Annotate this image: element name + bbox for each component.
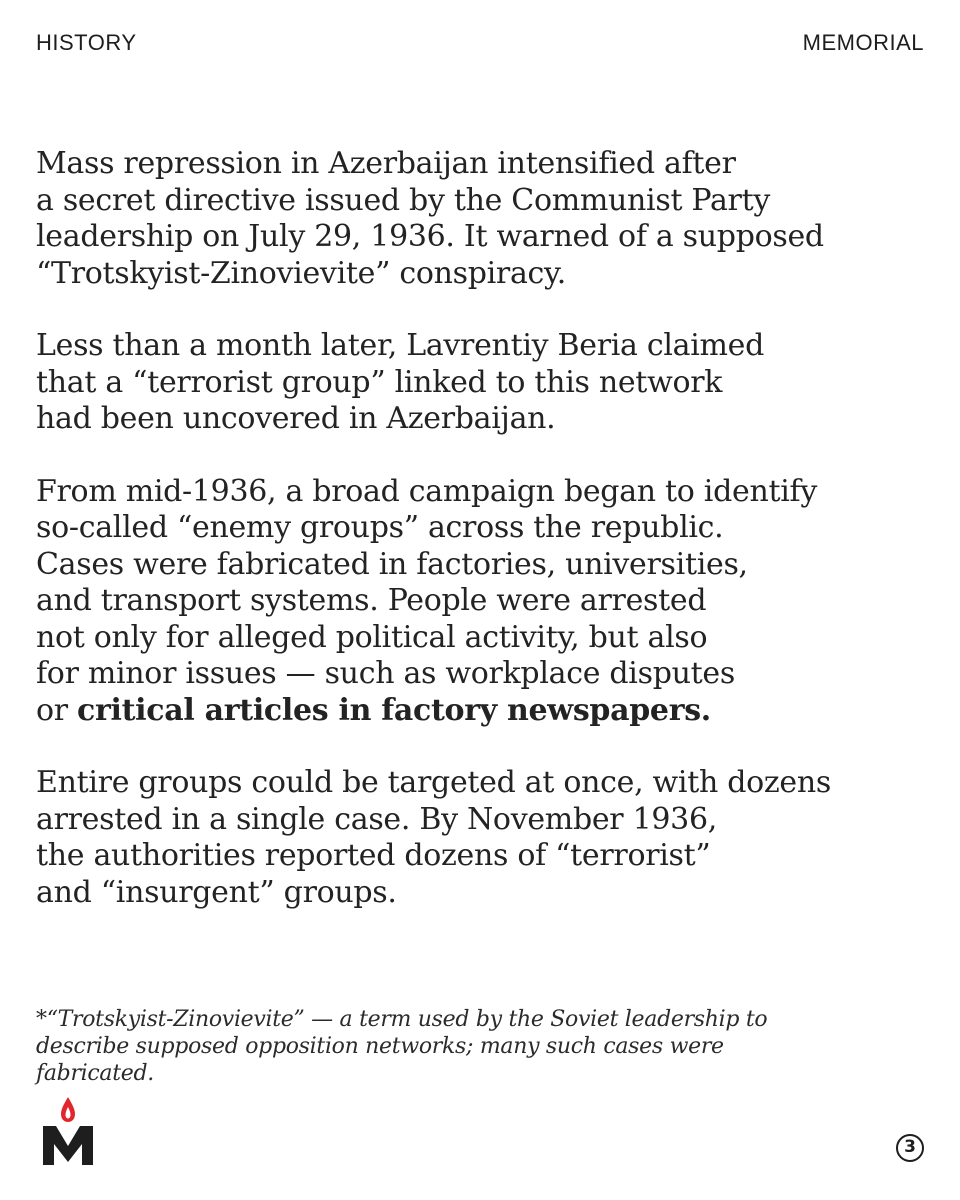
paragraph-line: so-called “enemy groups” across the republic. [36,510,724,545]
paragraph-line: Cases were fabricated in factories, universities, [36,546,748,582]
paragraph-line: leadership on July 29, 1936. It warned of a supposed [36,219,824,254]
paragraph-line: Less than a month later, Lavrentiy Beria claimed [36,328,765,363]
line-prefix: or [36,692,78,728]
paragraph-2 [36,328,936,438]
paragraph-line: a secret directive issued by the Communist Party [36,182,771,218]
footnote [36,1006,916,1087]
paragraph-line: that a “terrorist group” linked to this network [36,364,723,400]
paragraph-line: From mid-1936, a broad campaign began to identify [36,473,817,509]
section-label: HISTORY [36,30,137,55]
emphasized-text: critical articles in factory newspapers. [77,692,711,728]
paragraph-line: Mass repression in Azerbaijan intensified after [36,146,736,181]
paragraph-line: “Trotskyist-Zinovievite” conspiracy. [36,255,566,291]
paragraph-4 [36,765,936,911]
paragraph-line: and transport systems. People were arrested [36,583,707,618]
paragraph-1 [36,146,936,292]
paragraph-line [36,693,936,730]
paragraph-line: arrested in a single case. By November 1936, [36,801,717,837]
brand-label: MEMORIAL [802,30,924,55]
paragraph-line: had been uncovered in Azerbaijan. [36,401,556,436]
paragraph-line: the authorities reported dozens of “terrorist” [36,838,711,873]
paragraph-3 [36,474,936,730]
m-letter-shape [43,1126,93,1165]
paragraph-line: Entire groups could be targeted at once, with dozens [36,765,831,800]
article-body [36,146,936,947]
paragraph-line: for minor issues — such as workplace disputes [36,656,735,691]
footnote-line: describe supposed opposition networks; many such cases were [36,1034,724,1059]
paragraph-line: and “insurgent” groups. [36,874,397,910]
footnote-line: fabricated. [36,1061,154,1086]
paragraph-line: not only for alleged political activity, but also [36,619,708,655]
page-number-badge: 3 [896,1134,924,1162]
footnote-line: *“Trotskyist-Zinovievite” — a term used by the Soviet leadership to [36,1007,768,1032]
memorial-logo-icon [42,1094,94,1166]
